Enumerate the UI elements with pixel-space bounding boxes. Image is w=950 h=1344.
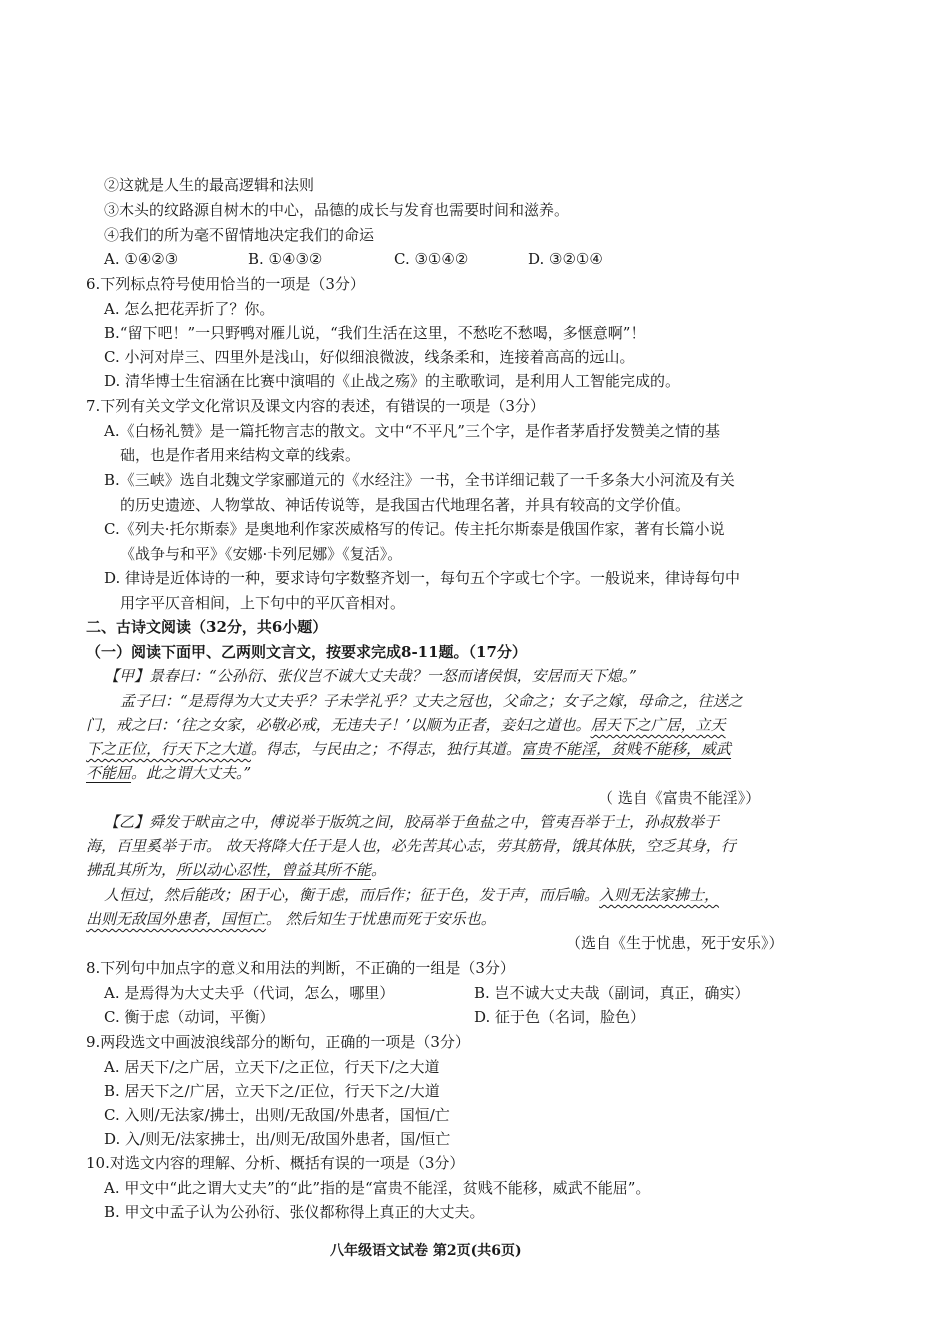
q5-item-2: ②这就是人生的最高逻辑和法则 <box>104 176 315 194</box>
q6-option-b: B.“留下吧！”一只野鸭对雁儿说，“我们生活在这里，不愁吃不愁喝，多惬意啊”！ <box>104 324 646 342</box>
jia-line-5 <box>86 762 251 784</box>
section-2-sub1: （一）阅读下面甲、乙两则文言文，按要求完成8-11题。（17分） <box>86 643 527 661</box>
q8-option-c: C. 衡于虑（动词，平衡） <box>104 1008 275 1026</box>
q6-option-c: C. 小河对岸三、四里外是浅山，好似细浪微波，线条柔和，连接着高高的远山。 <box>104 348 635 366</box>
jia-line-2: 孟子曰：“是焉得为大丈夫乎？子未学礼乎？丈夫之冠也，父命之；女子之嫁，母命之，往送之 <box>120 692 743 710</box>
q7-option-c-line2: 《战争与和平》《安娜·卡列尼娜》《复活》。 <box>120 545 403 563</box>
q5-item-3: ③木头的纹路源自树木的中心，品德的成长与发育也需要时间和滋养。 <box>104 201 570 219</box>
q5-option-d: D. ③②①④ <box>528 250 603 268</box>
jia-line-1: 【甲】景春曰：“公孙衍、张仪岂不诚大丈夫哉？一怒而诸侯惧，安居而天下熄。” <box>104 667 637 685</box>
yi-line-5-text: 。 然后知生于忧患而死于安乐也。 <box>266 910 496 928</box>
jia-line-4 <box>86 738 731 760</box>
jia-line-5-text: 。此之谓大丈夫。” <box>131 764 252 782</box>
q7-stem: 7.下列有关文学文化常识及课文内容的表述，有错误的一项是（3分） <box>86 397 545 415</box>
yi-line-3-tail: 。 <box>371 861 387 879</box>
q5-option-c: C. ③①④② <box>394 250 469 268</box>
q5-option-a: A. ①④②③ <box>104 250 179 268</box>
q10-option-b: B. 甲文中孟子认为公孙衍、张仪都称得上真正的大丈夫。 <box>104 1203 485 1221</box>
yi-source: （选自《生于忧患，死于安乐》） <box>566 934 784 952</box>
q6-stem: 6.下列标点符号使用恰当的一项是（3分） <box>86 275 365 293</box>
jia-wavy-1: 居天下之广居，立天 <box>590 716 726 734</box>
q8-stem: 8.下列句中加点字的意义和用法的判断，不正确的一组是（3分） <box>86 959 515 977</box>
jia-line-3 <box>86 714 726 736</box>
yi-line-4-text: 人恒过，然后能改；困于心，衡于虑，而后作；征于色，发于声，而后喻。 <box>104 886 600 904</box>
q6-option-a: A. 怎么把花弄折了？你。 <box>104 300 275 318</box>
q7-option-b-line1: B.《三峡》选自北魏文学家郦道元的《水经注》一书，全书详细记载了一千多条大小河流及有关 <box>104 471 735 489</box>
yi-line-1: 【乙】舜发于畎亩之中，傅说举于版筑之间，胶鬲举于鱼盐之中，管夷吾举于士，孙叔敖举于 <box>104 813 720 831</box>
q8-option-b: B. 岂不诚大丈夫哉（副词，真正，确实） <box>474 984 750 1002</box>
q8-option-a: A. 是焉得为大丈夫乎（代词，怎么，哪里） <box>104 984 395 1002</box>
jia-underline-2: 不能屈 <box>86 764 132 782</box>
yi-line-3 <box>86 859 386 881</box>
q9-option-c: C. 入则/无法家/拂士，出则/无敌国/外患者，国恒/亡 <box>104 1106 450 1124</box>
jia-line-3-text: 门，戒之曰：‘往之女家，必敬必戒，无违夫子！’以顺为正者，妾妇之道也。 <box>86 716 591 734</box>
q9-stem: 9.两段选文中画波浪线部分的断句，正确的一项是（3分） <box>86 1033 470 1051</box>
jia-wavy-2: 下之正位，行天下之大道 <box>86 740 252 758</box>
yi-wavy-2: 出则无敌国外患者，国恒亡 <box>86 910 267 928</box>
section-2-heading: 二、古诗文阅读（32分，共6小题） <box>86 618 328 636</box>
q9-option-a: A. 居天下/之广居，立天下/之正位，行天下/之大道 <box>104 1058 440 1076</box>
q7-option-d-line2: 用字平仄音相间，上下句中的平仄音相对。 <box>120 594 406 612</box>
q7-option-d-line1: D. 律诗是近体诗的一种，要求诗句字数整齐划一，每句五个字或七个字。一般说来，律诗每句中 <box>104 569 741 587</box>
q7-option-a-line2: 础，也是作者用来结构文章的线索。 <box>120 446 361 464</box>
q9-option-b: B. 居天下之/广居，立天下之/正位，行天下之/大道 <box>104 1082 440 1100</box>
q7-option-b-line2: 的历史遗迹、人物掌故、神话传说等，是我国古代地理名著，并具有较高的文学价值。 <box>120 496 691 514</box>
yi-underline-1: 所以动心忍性，曾益其所不能 <box>176 861 372 879</box>
yi-line-2: 海，百里奚举于市。 故天将降大任于是人也，必先苦其心志，劳其筋骨，饿其体肤，空乏其身，行 <box>86 837 736 855</box>
jia-source: （ 选自《富贵不能淫》） <box>598 789 761 807</box>
yi-line-3-text: 拂乱其所为， <box>86 861 177 879</box>
q5-item-4: ④我们的所为毫不留情地决定我们的命运 <box>104 226 375 244</box>
q7-option-c-line1: C.《列夫·托尔斯泰》是奥地利作家茨威格写的传记。传主托尔斯泰是俄国作家，著有长篇小说 <box>104 520 725 538</box>
q6-option-d: D. 清华博士生宿涵在比赛中演唱的《止战之殇》的主歌歌词，是利用人工智能完成的。 <box>104 372 681 390</box>
yi-line-5 <box>86 908 496 930</box>
q5-option-b: B. ①④③② <box>248 250 323 268</box>
yi-wavy-1: 入则无法家拂士， <box>599 886 720 904</box>
q10-stem: 10.对选文内容的理解、分析、概括有误的一项是（3分） <box>86 1154 465 1172</box>
q7-option-a-line1: A.《白杨礼赞》是一篇托物言志的散文。文中“不平凡”三个字，是作者茅盾抒发赞美之情的基 <box>104 422 720 440</box>
page-footer: 八年级语文试卷 第2页(共6页) <box>330 1243 522 1259</box>
q10-option-a: A. 甲文中“此之谓大丈夫”的“此”指的是“富贵不能淫，贫贱不能移，威武不能屈”。 <box>104 1179 651 1197</box>
q8-option-d: D. 征于色（名词，脸色） <box>474 1008 646 1026</box>
jia-line-4-text: 。得志，与民由之；不得志，独行其道。 <box>251 740 522 758</box>
yi-line-4 <box>104 884 719 906</box>
q9-option-d: D. 入/则无/法家拂士，出/则无/敌国外患者，国/恒亡 <box>104 1130 451 1148</box>
jia-underline-1: 富贵不能淫，贫贱不能移，威武 <box>521 740 732 758</box>
